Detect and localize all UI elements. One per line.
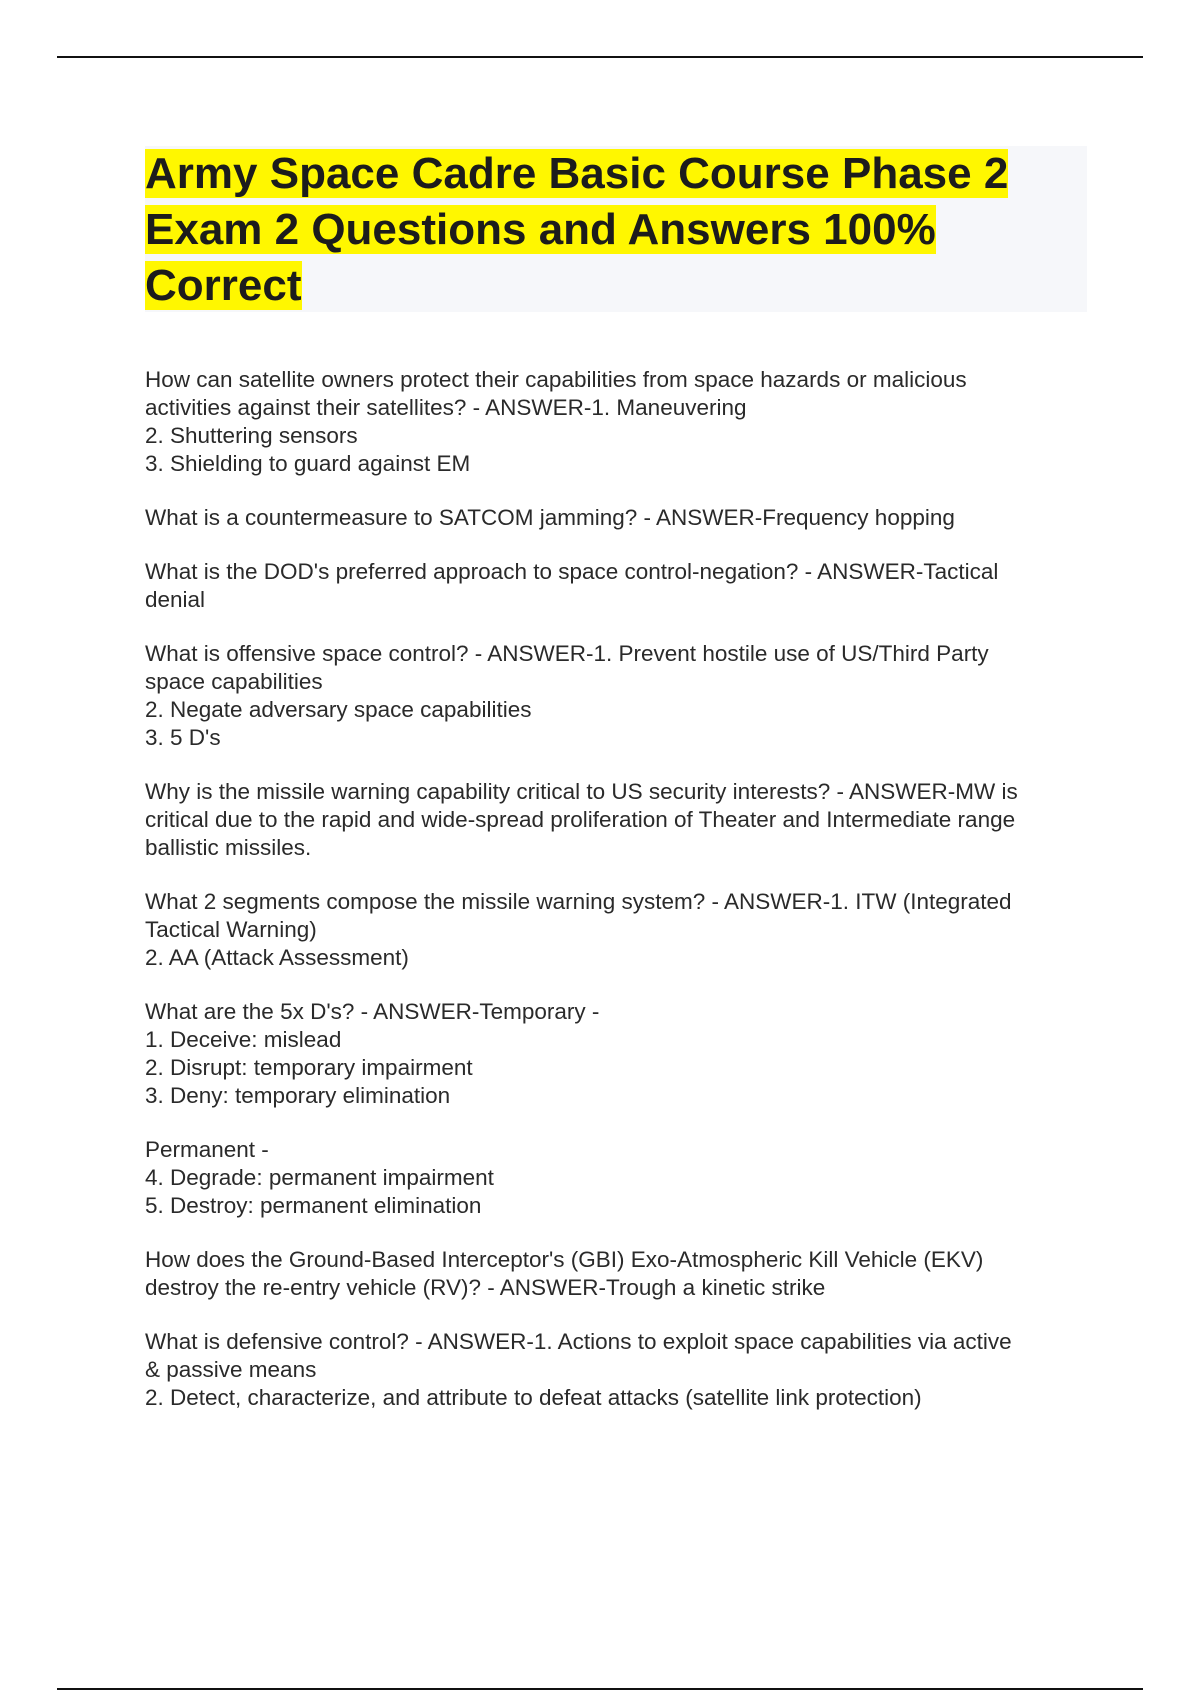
qa-line: space capabilities	[145, 669, 323, 694]
qa-line: activities against their satellites? - ANSWER-1. Maneuvering	[145, 395, 747, 420]
qa-line: What is a countermeasure to SATCOM jamming? - ANSWER-Frequency hopping	[145, 505, 955, 530]
qa-line: 2. Shuttering sensors	[145, 423, 358, 448]
qa-line: What are the 5x D's? - ANSWER-Temporary -	[145, 999, 600, 1024]
bottom-divider	[57, 1688, 1143, 1690]
title-highlight: Army Space Cadre Basic Course Phase 2 Exam 2 Questions and Answers 100% Correct	[145, 149, 1009, 310]
qa-line: destroy the re-entry vehicle (RV)? - ANSWER-Trough a kinetic strike	[145, 1275, 826, 1300]
qa-line: critical due to the rapid and wide-spread proliferation of Theater and Intermediate range	[145, 807, 1016, 832]
qa-line: Tactical Warning)	[145, 917, 317, 942]
qa-line: 4. Degrade: permanent impairment	[145, 1165, 494, 1190]
qa-list	[145, 366, 1095, 1438]
qa-line: What is offensive space control? - ANSWER-1. Prevent hostile use of US/Third Party	[145, 641, 989, 666]
qa-line: How does the Ground-Based Interceptor's (GBI) Exo-Atmospheric Kill Vehicle (EKV)	[145, 1247, 984, 1272]
document-title	[145, 146, 1065, 314]
top-divider	[57, 56, 1143, 58]
qa-line: What 2 segments compose the missile warning system? - ANSWER-1. ITW (Integrated	[145, 889, 1012, 914]
qa-line: & passive means	[145, 1357, 317, 1382]
qa-line: 1. Deceive: mislead	[145, 1027, 342, 1052]
title-block	[145, 146, 1087, 312]
qa-item	[145, 640, 1095, 752]
qa-line: What is the DOD's preferred approach to space control-negation? - ANSWER-Tactical	[145, 559, 999, 584]
qa-item	[145, 778, 1095, 862]
qa-line: ballistic missiles.	[145, 835, 312, 860]
qa-line: How can satellite owners protect their capabilities from space hazards or malicious	[145, 367, 967, 392]
qa-line: 3. Deny: temporary elimination	[145, 1083, 451, 1108]
qa-item	[145, 888, 1095, 972]
qa-line: 2. Negate adversary space capabilities	[145, 697, 532, 722]
qa-line: 3. 5 D's	[145, 725, 221, 750]
qa-line: 3. Shielding to guard against EM	[145, 451, 471, 476]
qa-line: 2. Detect, characterize, and attribute to defeat attacks (satellite link protection)	[145, 1385, 922, 1410]
qa-item	[145, 1246, 1095, 1302]
qa-item	[145, 504, 1095, 532]
qa-item	[145, 998, 1095, 1220]
qa-item	[145, 558, 1095, 614]
qa-line: What is defensive control? - ANSWER-1. Actions to exploit space capabilities via active	[145, 1329, 1012, 1354]
qa-line: Why is the missile warning capability critical to US security interests? - ANSWER-MW is	[145, 779, 1018, 804]
qa-line: denial	[145, 587, 206, 612]
qa-line: 2. AA (Attack Assessment)	[145, 945, 409, 970]
qa-item	[145, 1328, 1095, 1412]
paragraph-gap	[145, 1110, 1095, 1136]
qa-item	[145, 366, 1095, 478]
qa-line: Permanent -	[145, 1137, 269, 1162]
qa-line: 5. Destroy: permanent elimination	[145, 1193, 482, 1218]
qa-line: 2. Disrupt: temporary impairment	[145, 1055, 473, 1080]
